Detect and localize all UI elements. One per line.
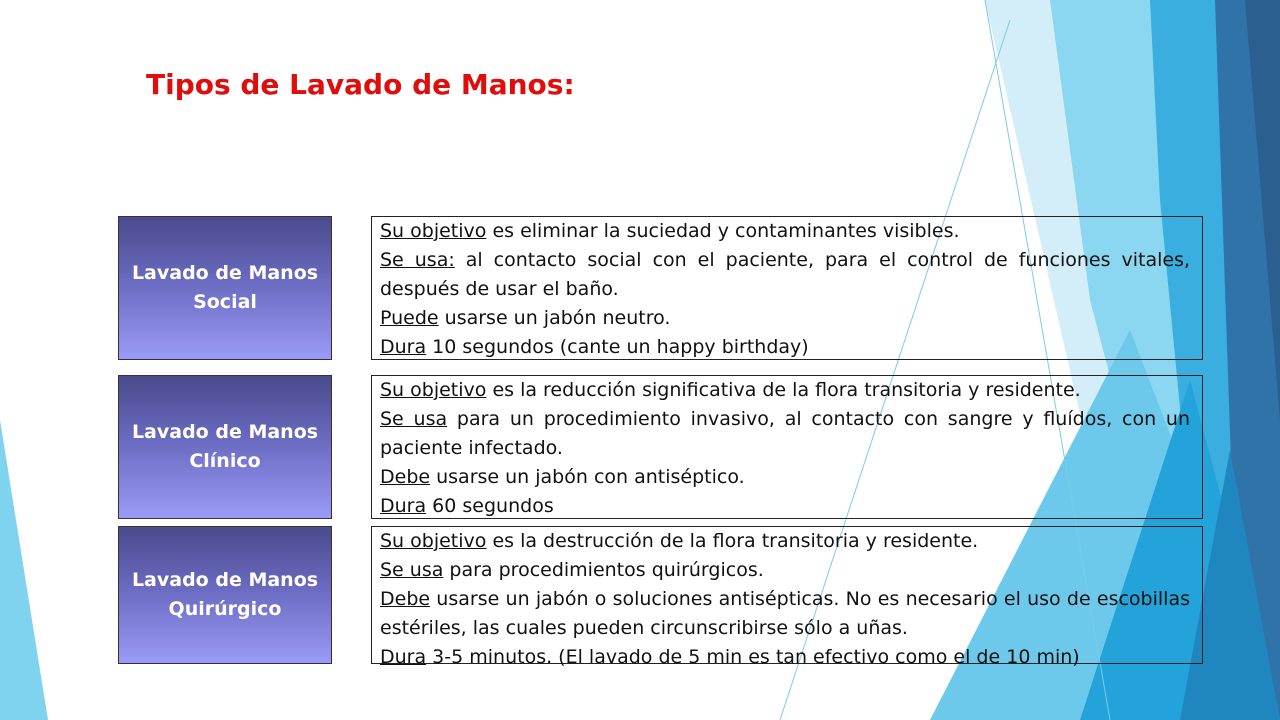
key-term: Dura	[380, 495, 427, 517]
label-line-1: Lavado de Manos	[131, 569, 319, 591]
line-objetivo: Su objetivo es la reducción significativa de la flora transitoria y residente.	[380, 379, 1081, 401]
key-term: Su objetivo	[380, 220, 487, 242]
label-line-2: Quirúrgico	[168, 598, 282, 620]
text-box-quirurgico	[371, 526, 1203, 668]
key-term: Dura	[380, 336, 427, 358]
label-line-1: Lavado de Manos	[131, 421, 319, 443]
key-term: Se usa	[380, 559, 444, 581]
key-term: Debe	[380, 588, 431, 610]
key-term: Su objetivo	[380, 379, 487, 401]
left-decor-triangle	[0, 420, 48, 720]
key-term: Debe	[380, 466, 431, 488]
label-line-1: Lavado de Manos	[131, 262, 319, 284]
line-duracion: Dura 60 segundos	[380, 495, 554, 517]
text-box-social	[371, 216, 1203, 360]
label-line-2: Clínico	[189, 450, 261, 472]
label-box-clinico	[118, 375, 332, 519]
line-uso: Se usa para procedimientos quirúrgicos.	[380, 559, 764, 581]
key-term: Puede	[380, 307, 439, 329]
line-objetivo: Su objetivo es eliminar la suciedad y contaminantes visibles.	[380, 220, 960, 242]
line-jabon: Debe usarse un jabón o soluciones antisépticas. No es necesario el uso de escobillas estériles, las cuales pueden circunscribirse sólo a uñas.	[380, 588, 1190, 639]
line-jabon: Puede usarse un jabón neutro.	[380, 307, 671, 329]
label-box-quirurgico	[118, 526, 332, 664]
line-jabon: Debe usarse un jabón con antiséptico.	[380, 466, 745, 488]
line-duracion: Dura 3-5 minutos. (El lavado de 5 min es tan efectivo como el de 10 min)	[380, 646, 1080, 668]
key-term: Se usa:	[380, 249, 455, 271]
text-box-clinico	[371, 375, 1203, 519]
key-term: Dura	[380, 646, 427, 668]
slide-title: Tipos de Lavado de Manos:	[146, 68, 575, 101]
line-objetivo: Su objetivo es la destrucción de la flora transitoria y residente.	[380, 530, 979, 552]
line-uso: Se usa para un procedimiento invasivo, al contacto con sangre y fluídos, con un paciente infectado.	[380, 408, 1191, 459]
line-uso: Se usa: al contacto social con el paciente, para el control de funciones vitales, después de usar el baño.	[380, 249, 1190, 300]
label-box-social	[118, 216, 332, 360]
label-line-2: Social	[193, 291, 257, 313]
key-term: Se usa	[380, 408, 448, 430]
line-duracion: Dura 10 segundos (cante un happy birthday)	[380, 336, 809, 358]
key-term: Su objetivo	[380, 530, 487, 552]
